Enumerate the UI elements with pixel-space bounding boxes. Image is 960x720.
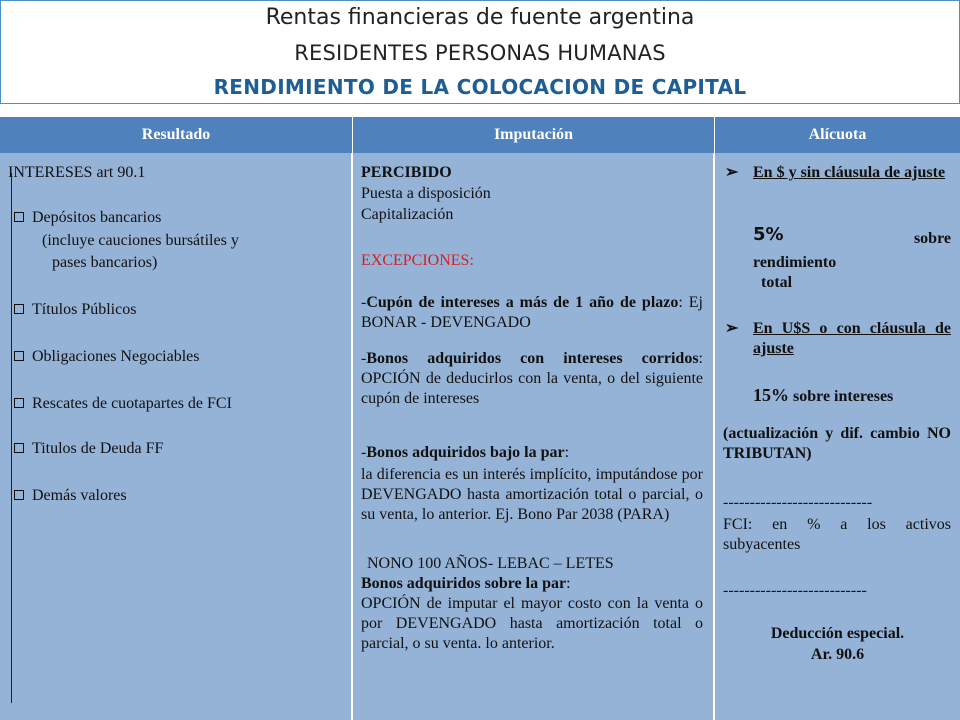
fci-note: FCI: en % a los activos subyacentes: [723, 516, 951, 553]
table-body-row: [0, 153, 960, 720]
square-bullet-icon: [14, 398, 24, 408]
list-item-rescates-fci: Rescates de cuotapartes de FCI: [14, 394, 232, 414]
dashes-separator-2: ---------------------------: [723, 582, 867, 599]
deduccion-especial: Deducción especial.: [770, 625, 905, 642]
square-bullet-icon: [14, 490, 24, 500]
excepciones-label: EXCEPCIONES:: [361, 252, 474, 269]
rate-5-line: [753, 225, 951, 246]
column-header-alicuota: Alícuota: [808, 126, 867, 143]
rate-15-line: [753, 385, 893, 407]
item-usd-con-ajuste: En U$S o con cláusula de ajuste: [753, 320, 951, 357]
rate-15-text: sobre intereses: [793, 388, 894, 405]
list-item-titulos-deuda: Titulos de Deuda FF: [14, 439, 163, 459]
item-pesos-sin-ajuste: En $ y sin cláusula de ajuste: [753, 164, 946, 181]
bajo-par-heading: -Bonos adquiridos bajo la par:: [361, 444, 570, 461]
actualizacion-note: (actualización y dif. cambio NO TRIBUTAN): [723, 425, 951, 462]
list-item-demas-valores: Demás valores: [14, 486, 127, 506]
square-bullet-icon: [14, 351, 24, 361]
table-header-row: [0, 117, 960, 153]
square-bullet-icon: [14, 443, 24, 453]
bajo-par-text: la diferencia es un interés implícito, imputándose por DEVENGADO hasta amortización total o parcial, o su venta, lo anterior. Ej. Bono Par 2038 (PARA): [361, 466, 703, 523]
rate-5-line3: total: [761, 274, 793, 291]
percibido-label: PERCIBIDO: [361, 164, 452, 181]
imputacion-cell: [353, 153, 715, 720]
sobre-par-heading: Bonos adquiridos sobre la par:: [361, 575, 571, 592]
puesta-disposicion: Puesta a disposición: [361, 185, 491, 202]
intereses-corridos-text: -Bonos adquiridos con intereses corridos: OPCIÓN de deducirlos con la venta, o del siguiente cupón de intereses: [361, 350, 703, 407]
column-header-imputacion: Imputación: [353, 117, 715, 153]
rate-5-text: sobre: [913, 230, 951, 247]
nono-text: NONO 100 AÑOS- LEBAC – LETES: [367, 555, 614, 572]
cupon-intereses-text: -Cupón de intereses a más de 1 año de plazo: Ej BONAR - DEVENGADO: [361, 294, 703, 331]
square-bullet-icon: [14, 304, 24, 314]
list-item-obligaciones: Obligaciones Negociables: [14, 347, 200, 367]
alicuota-cell: [715, 153, 960, 720]
rate-5-value: 5%: [753, 224, 784, 245]
intereses-title: INTERESES art 90.1: [8, 164, 146, 181]
rate-15-value: 15%: [753, 385, 789, 405]
articulo-90-6: Ar. 90.6: [810, 646, 865, 663]
arrow-bullet-icon-2: ➢: [725, 320, 739, 337]
list-item-depositos: Depósitos bancarios: [14, 208, 161, 228]
arrow-bullet-icon-1: ➢: [725, 164, 739, 181]
depositos-note-line2: pases bancarios): [52, 254, 158, 271]
bracket-line: [11, 173, 12, 703]
header-title-line1: Rentas financieras de fuente argentina: [265, 5, 695, 30]
depositos-note-line1: (incluye cauciones bursátiles y: [42, 232, 239, 249]
capitalizacion: Capitalización: [361, 206, 454, 223]
list-item-titulos-publicos: Títulos Públicos: [14, 300, 136, 320]
sobre-par-text: OPCIÓN de imputar el mayor costo con la venta o por DEVENGADO hasta amortización total o parcial, o su venta. lo anterior.: [361, 595, 703, 652]
header-title-line2: RESIDENTES PERSONAS HUMANAS: [294, 41, 666, 65]
column-header-resultado: Resultado: [0, 117, 353, 153]
square-bullet-icon: [14, 212, 24, 222]
dashes-separator-1: ----------------------------: [723, 494, 873, 511]
header-title-line3: RENDIMIENTO DE LA COLOCACION DE CAPITAL: [213, 75, 747, 99]
rate-5-line2: rendimiento: [753, 254, 837, 271]
slide-header: [0, 0, 960, 104]
resultado-cell: [0, 153, 353, 720]
